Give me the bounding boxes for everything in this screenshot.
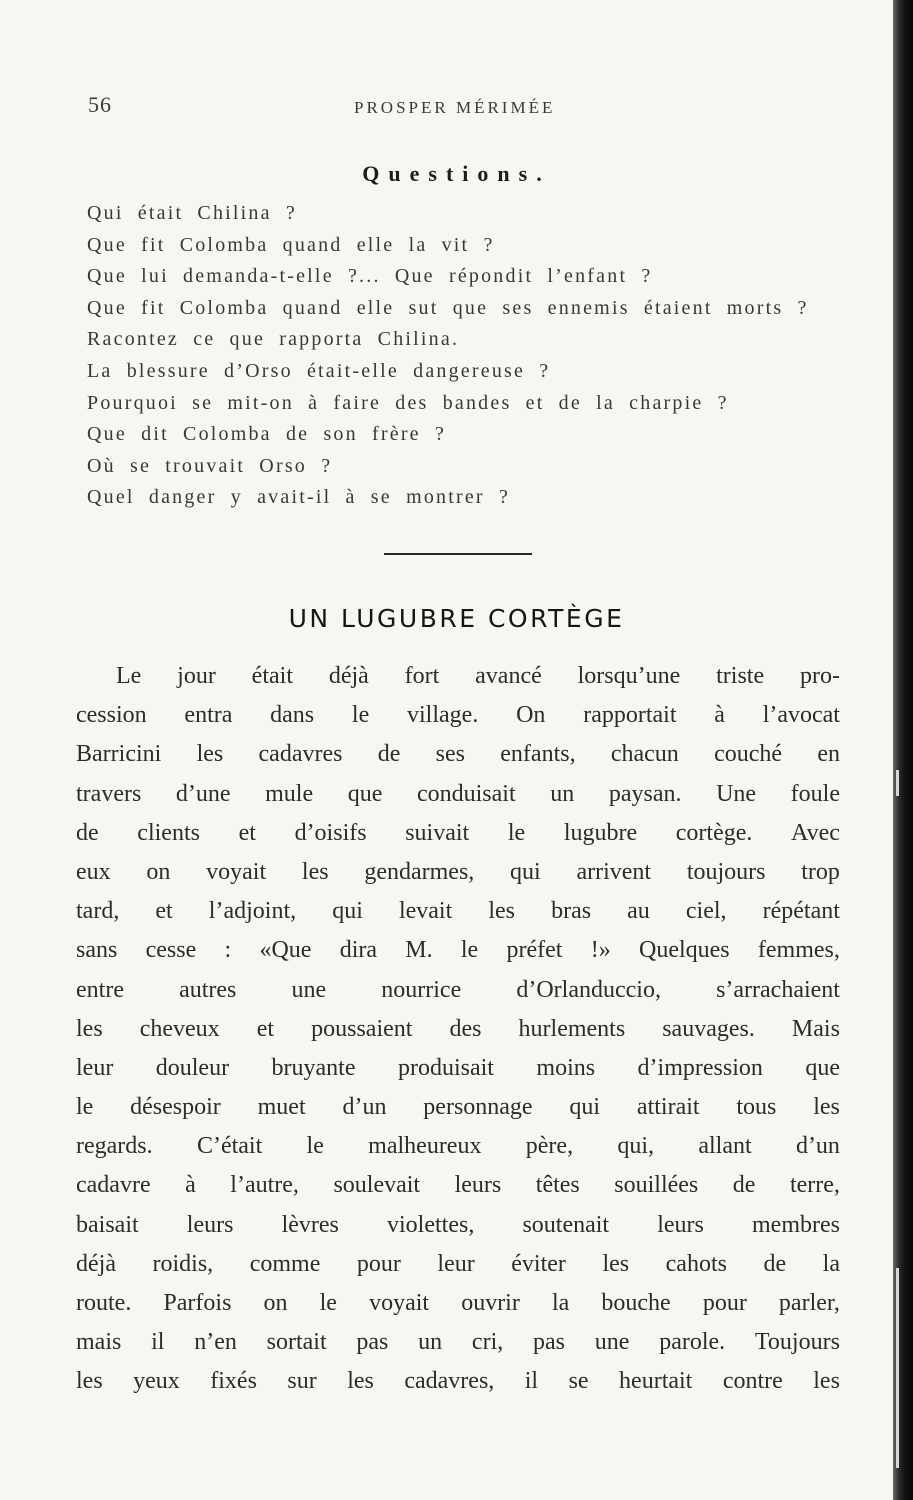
text-line: mais il n’en sortait pas un cri, pas une parole. Toujours xyxy=(76,1329,840,1356)
question-item: La blessure d’Orso était-elle dangereuse ? xyxy=(87,359,551,382)
section-divider xyxy=(384,553,532,555)
text-line: route. Parfois on le voyait ouvrir la bouche pour parler, xyxy=(76,1290,840,1316)
chapter-body xyxy=(76,657,840,1402)
text-line: Le jour était déjà fort avancé lorsqu’une triste pro- xyxy=(116,663,840,689)
text-line: baisait leurs lèvres violettes, soutenait leurs membres xyxy=(76,1211,840,1238)
text-line: leur douleur bruyante produisait moins d’impression que xyxy=(76,1054,840,1081)
question-item: Que dit Colomba de son frère ? xyxy=(87,423,447,446)
question-item: Que fit Colomba quand elle la vit ? xyxy=(87,233,495,256)
text-line: Barricini les cadavres de ses enfants, chacun couché en xyxy=(76,741,840,768)
question-item: Que lui demanda-t-elle ?... Que répondit l’enfant ? xyxy=(87,265,653,288)
text-line: de clients et d’oisifs suivait le lugubre cortège. Avec xyxy=(76,819,840,846)
question-item: Qui était Chilina ? xyxy=(87,202,297,224)
questions-heading: Questions. xyxy=(362,161,551,186)
question-item: Quel danger y avait-il à se montrer ? xyxy=(87,486,511,509)
question-item: Pourquoi se mit-on à faire des bandes et de la charpie ? xyxy=(87,391,729,414)
text-line: les yeux fixés sur les cadavres, il se heurtait contre les xyxy=(76,1368,840,1395)
question-item: Racontez ce que rapporta Chilina. xyxy=(87,328,460,351)
text-line: travers d’une mule que conduisait un paysan. Une foule xyxy=(76,780,840,807)
text-line: tard, et l’adjoint, qui levait les bras au ciel, répétant xyxy=(76,898,840,925)
running-title: PROSPER MÉRIMÉE xyxy=(354,98,556,117)
text-line: cadavre à l’autre, soulevait leurs têtes souillées de terre, xyxy=(76,1172,840,1199)
text-line: sans cesse : «Que dira M. le préfet !» Quelques femmes, xyxy=(76,937,840,964)
question-item: Que fit Colomba quand elle sut que ses ennemis étaient morts ? xyxy=(87,296,809,319)
chapter-title: UN LUGUBRE CORTÈGE xyxy=(288,604,625,633)
text-line: déjà roidis, comme pour leur éviter les cahots de la xyxy=(76,1250,840,1277)
text-line: cession entra dans le village. On rapportait à l’avocat xyxy=(76,702,840,729)
page-number: 56 xyxy=(88,92,112,117)
text-line: regards. C’était le malheureux père, qui, allant d’un xyxy=(76,1133,840,1160)
text-line: entre autres une nourrice d’Orlanduccio, s’arrachaient xyxy=(76,976,840,1003)
text-line: eux on voyait les gendarmes, qui arrivent toujours trop xyxy=(76,858,840,885)
text-line: le désespoir muet d’un personnage qui attirait tous les xyxy=(76,1094,840,1121)
question-item: Où se trouvait Orso ? xyxy=(87,454,333,477)
edge-mark xyxy=(896,1268,899,1468)
edge-mark xyxy=(896,770,899,796)
page-header xyxy=(88,92,590,122)
questions-list xyxy=(87,198,837,514)
text-line: les cheveux et poussaient des hurlements sauvages. Mais xyxy=(76,1015,840,1042)
